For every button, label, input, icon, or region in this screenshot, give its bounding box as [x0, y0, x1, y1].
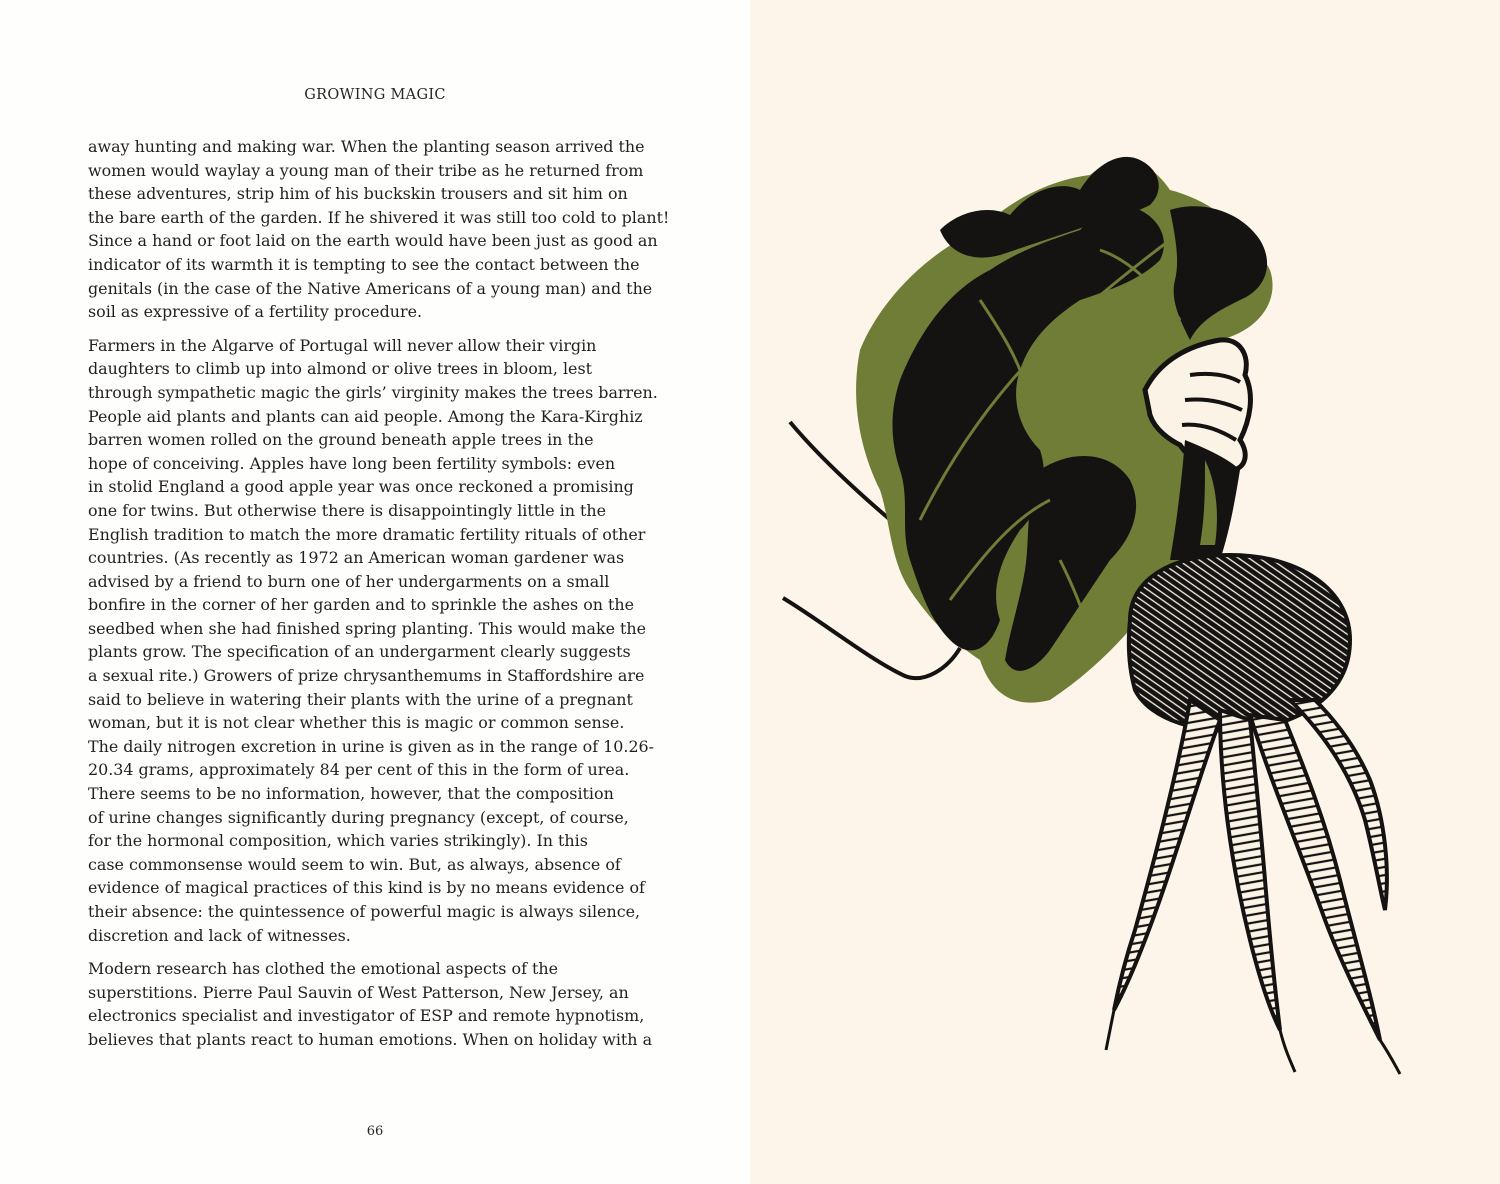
text-line: said to believe in watering their plants with the urine of a pregnant — [88, 689, 633, 709]
root-tails — [1106, 1010, 1400, 1074]
page-number: 66 — [366, 1124, 384, 1139]
text-line: There seems to be no information, however, that the composition — [88, 784, 614, 804]
text-line: People aid plants and plants can aid people. Among the Kara-Kirghiz — [88, 406, 643, 426]
text-line: through sympathetic magic the girls’ virginity makes the trees barren. — [88, 382, 658, 402]
text-line: the bare earth of the garden. If he shivered it was still too cold to plant! — [88, 207, 670, 227]
text-line: daughters to climb up into almond or olive trees in bloom, lest — [88, 359, 592, 379]
paragraph-2 — [88, 334, 666, 947]
body-text — [88, 135, 670, 1062]
right-page — [750, 0, 1500, 1184]
text-line: superstitions. Pierre Paul Sauvin of West Patterson, New Jersey, an — [88, 982, 629, 1002]
beet-woodcut-illustration — [750, 0, 1500, 1184]
paragraph-3 — [88, 957, 666, 1051]
text-line: case commonsense would seem to win. But, as always, absence of — [88, 854, 621, 874]
text-line: plants grow. The specification of an undergarment clearly suggests — [88, 642, 631, 662]
text-line: Modern research has clothed the emotional aspects of the — [88, 959, 559, 979]
text-line: soil as expressive of a fertility procedure. — [88, 302, 423, 322]
text-line: 20.34 grams, approximately 84 per cent of this in the form of urea. — [88, 760, 630, 780]
beet-roots — [1114, 700, 1387, 1040]
text-line: these adventures, strip him of his buckskin trousers and sit him on — [88, 184, 628, 204]
text-line: woman, but it is not clear whether this is magic or common sense. — [88, 713, 625, 733]
text-line: bonfire in the corner of her garden and to sprinkle the ashes on the — [88, 595, 635, 615]
text-line: one for twins. But otherwise there is disappointingly little in the — [88, 500, 607, 520]
text-line: electronics specialist and investigator of ESP and remote hypnotism, — [88, 1006, 645, 1026]
text-line: hope of conceiving. Apples have long been fertility symbols: even — [88, 453, 616, 473]
text-line: for the hormonal composition, which varies strikingly). In this — [88, 831, 588, 851]
text-line: Farmers in the Algarve of Portugal will never allow their virgin — [88, 335, 597, 355]
text-line: a sexual rite.) Growers of prize chrysanthemums in Staffordshire are — [88, 666, 645, 686]
text-line: believes that plants react to human emotions. When on holiday with a — [88, 1029, 653, 1049]
paragraph-1 — [88, 135, 670, 324]
running-head: GROWING MAGIC — [304, 87, 446, 103]
text-line: countries. (As recently as 1972 an American woman gardener was — [88, 548, 625, 568]
text-line: women would waylay a young man of their tribe as he returned from — [88, 160, 644, 180]
text-line: indicator of its warmth it is tempting to see the contact between the — [88, 254, 640, 274]
text-line: advised by a friend to burn one of her undergarments on a small — [88, 571, 610, 591]
text-line: their absence: the quintessence of powerful magic is always silence, — [88, 902, 641, 921]
text-line: barren women rolled on the ground beneath apple trees in the — [88, 430, 594, 450]
text-line: seedbed when she had finished spring planting. This would make the — [88, 618, 647, 638]
text-line: discretion and lack of witnesses. — [88, 925, 351, 945]
text-line: Since a hand or foot laid on the earth would have been just as good an — [88, 231, 658, 251]
text-line: evidence of magical practices of this kind is by no means evidence of — [88, 878, 645, 898]
text-line: English tradition to match the more dramatic fertility rituals of other — [88, 524, 646, 544]
text-line: away hunting and making war. When the planting season arrived the — [88, 137, 645, 156]
text-line: in stolid England a good apple year was once reckoned a promising — [88, 477, 634, 497]
text-line: genitals (in the case of the Native Americans of a young man) and the — [88, 278, 653, 298]
text-line: The daily nitrogen excretion in urine is given as in the range of 10.26- — [88, 736, 655, 756]
text-line: of urine changes significantly during pregnancy (except, of course, — [88, 807, 629, 827]
